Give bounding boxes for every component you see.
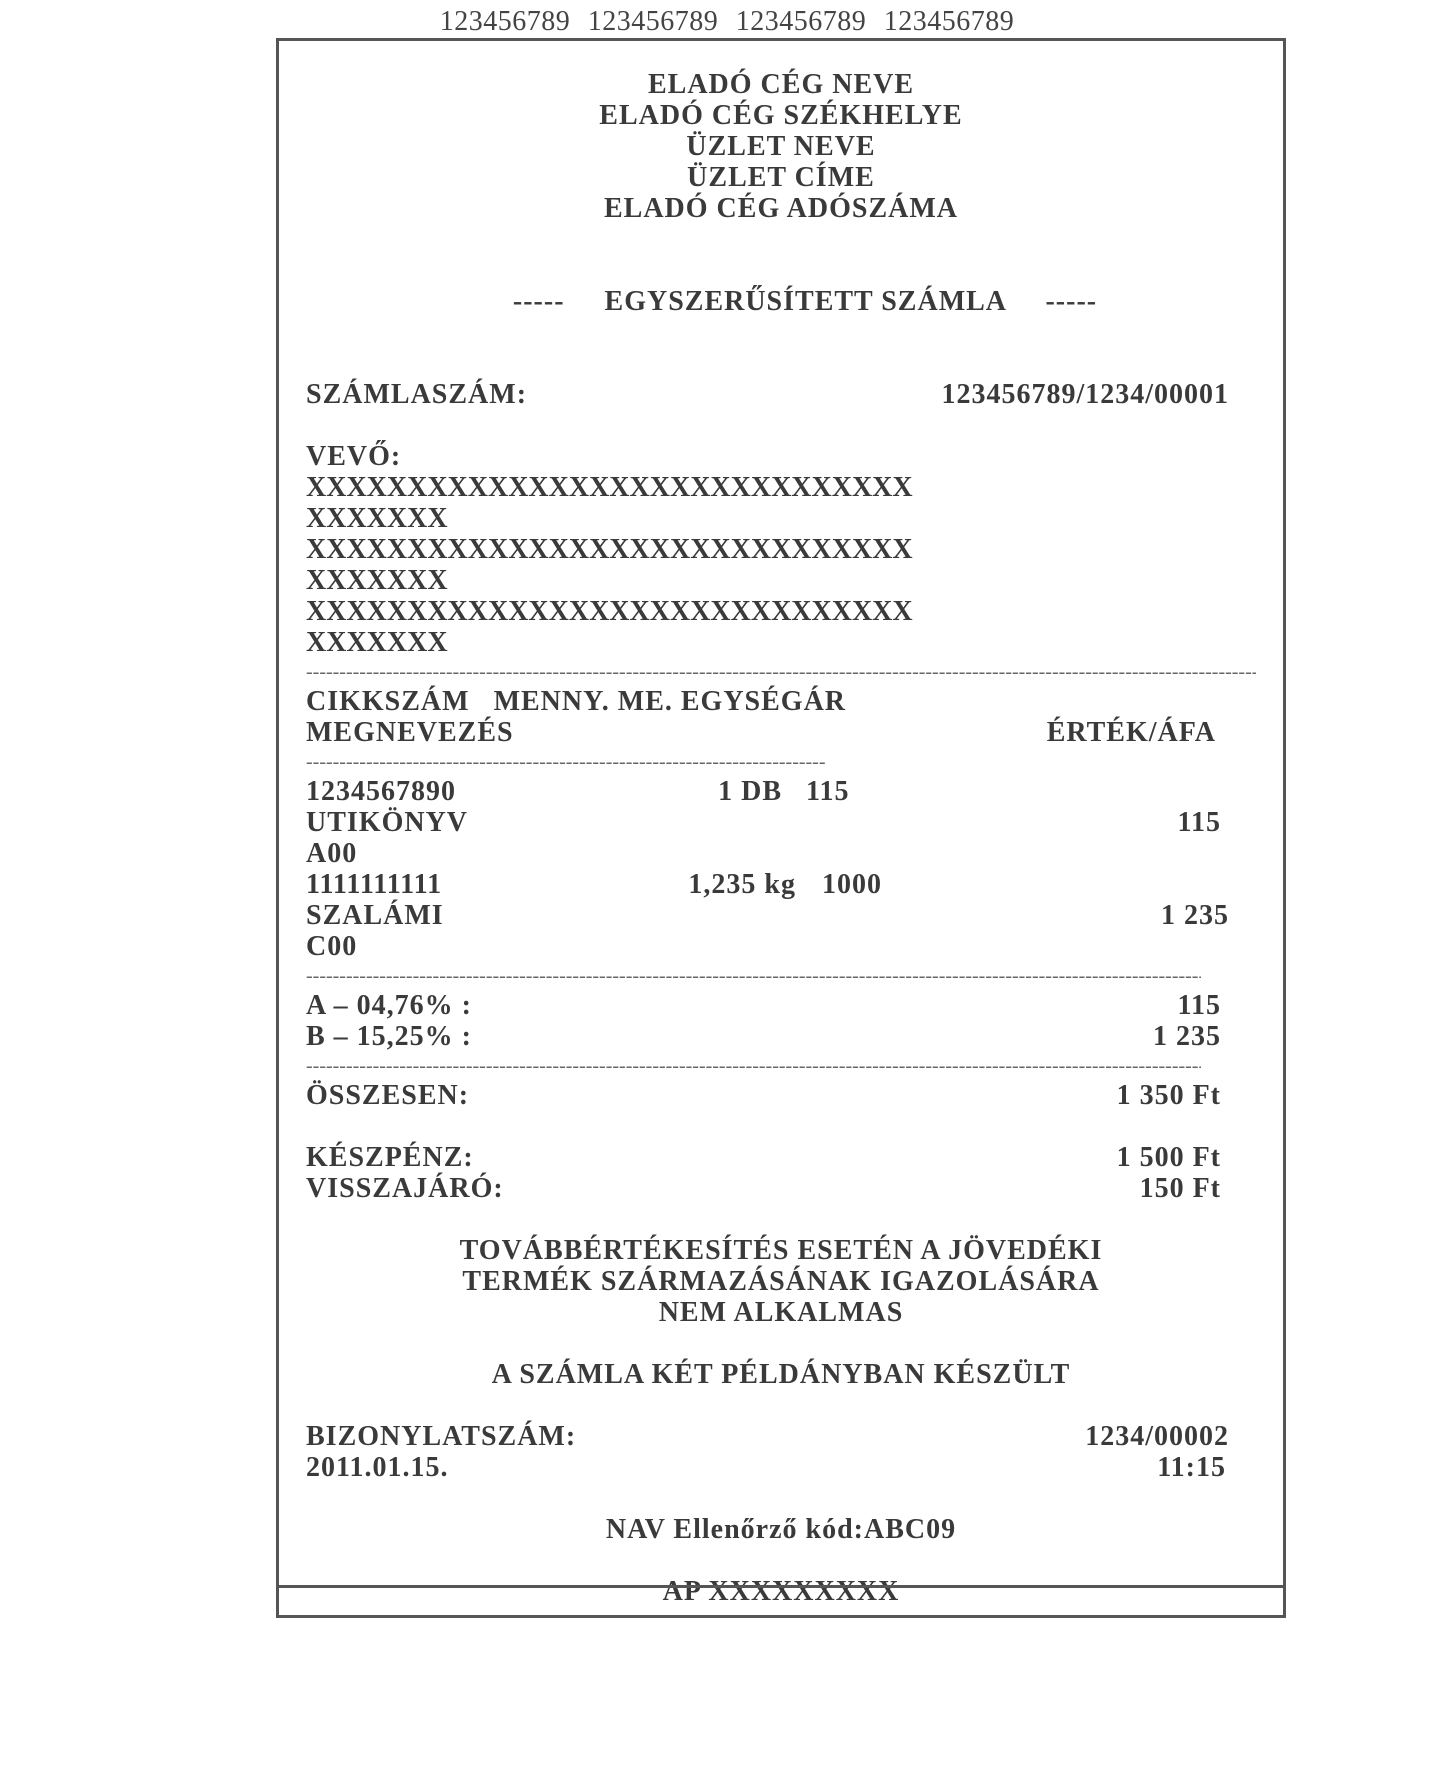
item-value: 1 235: [1161, 900, 1229, 931]
item-code: 1111111111: [306, 869, 443, 900]
column-header-line-2: [306, 717, 1256, 748]
ap-code: AP XXXXXXXXX: [662, 1576, 900, 1607]
invoice-number-label: SZÁMLASZÁM:: [306, 379, 528, 410]
vat-row: [306, 1021, 1256, 1052]
vat-summary: [306, 990, 1256, 1052]
invoice-number-value: 123456789/1234/00001: [941, 379, 1229, 410]
divider: [306, 658, 1256, 686]
cash-label: KÉSZPÉNZ:: [306, 1142, 474, 1173]
change-value: 150 Ft: [1139, 1173, 1221, 1204]
cash-row: [306, 1142, 1256, 1173]
document-time: 11:15: [1157, 1452, 1226, 1483]
item-unit-price: 1000: [822, 869, 882, 900]
column-header-name: MEGNEVEZÉS: [306, 717, 514, 748]
receipt: [276, 38, 1286, 1618]
column-headers: [306, 686, 1256, 748]
receipt-content: [306, 69, 1256, 1607]
buyer-block: [306, 441, 1256, 658]
total-row: [306, 1080, 1256, 1111]
change-row: [306, 1173, 1256, 1204]
seller-address: ELADÓ CÉG SZÉKHELYE: [599, 100, 963, 131]
item-list: [306, 776, 1256, 962]
buyer-line: XXXXXXXXXXXXXXXXXXXXXXXXXXXXXX: [306, 596, 913, 627]
total-value: 1 350 Ft: [1116, 1080, 1221, 1111]
column-header-line-1: CIKKSZÁM MENNY. ME. EGYSÉGÁR: [306, 686, 847, 717]
ruler-segment: 123456789: [735, 6, 867, 37]
item-name: UTIKÖNYV: [306, 807, 469, 838]
item-vat-code: A00: [306, 838, 358, 869]
date-time-row: [306, 1452, 1256, 1483]
cash-value: 1 500 Ft: [1116, 1142, 1221, 1173]
change-label: VISSZAJÁRÓ:: [306, 1173, 504, 1204]
document-number-row: [306, 1421, 1256, 1452]
divider: [306, 1052, 1201, 1080]
nav-control-code: NAV Ellenőrző kód:ABC09: [605, 1514, 957, 1545]
item-quantity: 1,235 kg: [688, 869, 796, 900]
title-left-dashes: -----: [512, 286, 565, 317]
buyer-label: VEVŐ:: [306, 441, 402, 472]
document-number-label: BIZONYLATSZÁM:: [306, 1421, 577, 1452]
item-unit-price: 115: [806, 776, 850, 807]
buyer-line: XXXXXXXXXXXXXXXXXXXXXXXXXXXXXX: [306, 472, 913, 503]
excise-notice: [306, 1235, 1256, 1328]
ruler-segment: 123456789: [587, 6, 719, 37]
title-right-dashes: -----: [1045, 286, 1098, 317]
copies-note: A SZÁMLA KÉT PÉLDÁNYBAN KÉSZÜLT: [491, 1359, 1071, 1390]
ruler-segment: 123456789: [883, 6, 1015, 37]
column-ruler: [0, 6, 1454, 38]
vat-value: 1 235: [1153, 1021, 1221, 1052]
notice-line: TOVÁBBÉRTÉKESÍTÉS ESETÉN A JÖVEDÉKI: [459, 1235, 1103, 1266]
buyer-line: XXXXXXXXXXXXXXXXXXXXXXXXXXXXXX: [306, 534, 913, 565]
document-number-value: 1234/00002: [1085, 1421, 1229, 1452]
vat-value: 115: [1177, 990, 1221, 1021]
seller-header: [306, 69, 1256, 224]
invoice-number-row: [306, 379, 1256, 410]
shop-address: ÜZLET CÍME: [687, 162, 875, 193]
title-text: EGYSZERŰSÍTETT SZÁMLA: [604, 286, 1006, 317]
receipt-bottom-rule: [279, 1585, 1283, 1588]
item-code: 1234567890: [306, 776, 456, 807]
item-vat-code: C00: [306, 931, 358, 962]
document-date: 2011.01.15.: [306, 1452, 449, 1483]
total-label: ÖSSZESEN:: [306, 1080, 470, 1111]
vat-row: [306, 990, 1256, 1021]
item-value: 115: [1177, 807, 1221, 838]
item-quantity: 1 DB: [718, 776, 782, 807]
item-detail-row: [306, 869, 1256, 900]
item-name: SZALÁMI: [306, 900, 444, 931]
buyer-line: XXXXXXX: [306, 503, 448, 534]
divider: [306, 962, 1201, 990]
notice-line: TERMÉK SZÁRMAZÁSÁNAK IGAZOLÁSÁRA: [462, 1266, 1100, 1297]
list-item: [306, 776, 1256, 869]
buyer-line: XXXXXXX: [306, 627, 448, 658]
list-item: [306, 869, 1256, 962]
divider: [306, 748, 826, 776]
vat-label: B – 15,25% :: [306, 1021, 472, 1052]
column-header-value: ÉRTÉK/ÁFA: [1046, 717, 1216, 748]
seller-name: ELADÓ CÉG NEVE: [647, 69, 915, 100]
item-name-row: [306, 900, 1256, 931]
ruler-segment: 123456789: [439, 6, 571, 37]
seller-tax-number: ELADÓ CÉG ADÓSZÁMA: [603, 193, 959, 224]
item-detail-row: [306, 776, 1256, 807]
buyer-line: XXXXXXX: [306, 565, 448, 596]
notice-line: NEM ALKALMAS: [658, 1297, 904, 1328]
shop-name: ÜZLET NEVE: [686, 131, 876, 162]
receipt-title: [306, 255, 1256, 348]
item-name-row: [306, 807, 1256, 838]
vat-label: A – 04,76% :: [306, 990, 472, 1021]
